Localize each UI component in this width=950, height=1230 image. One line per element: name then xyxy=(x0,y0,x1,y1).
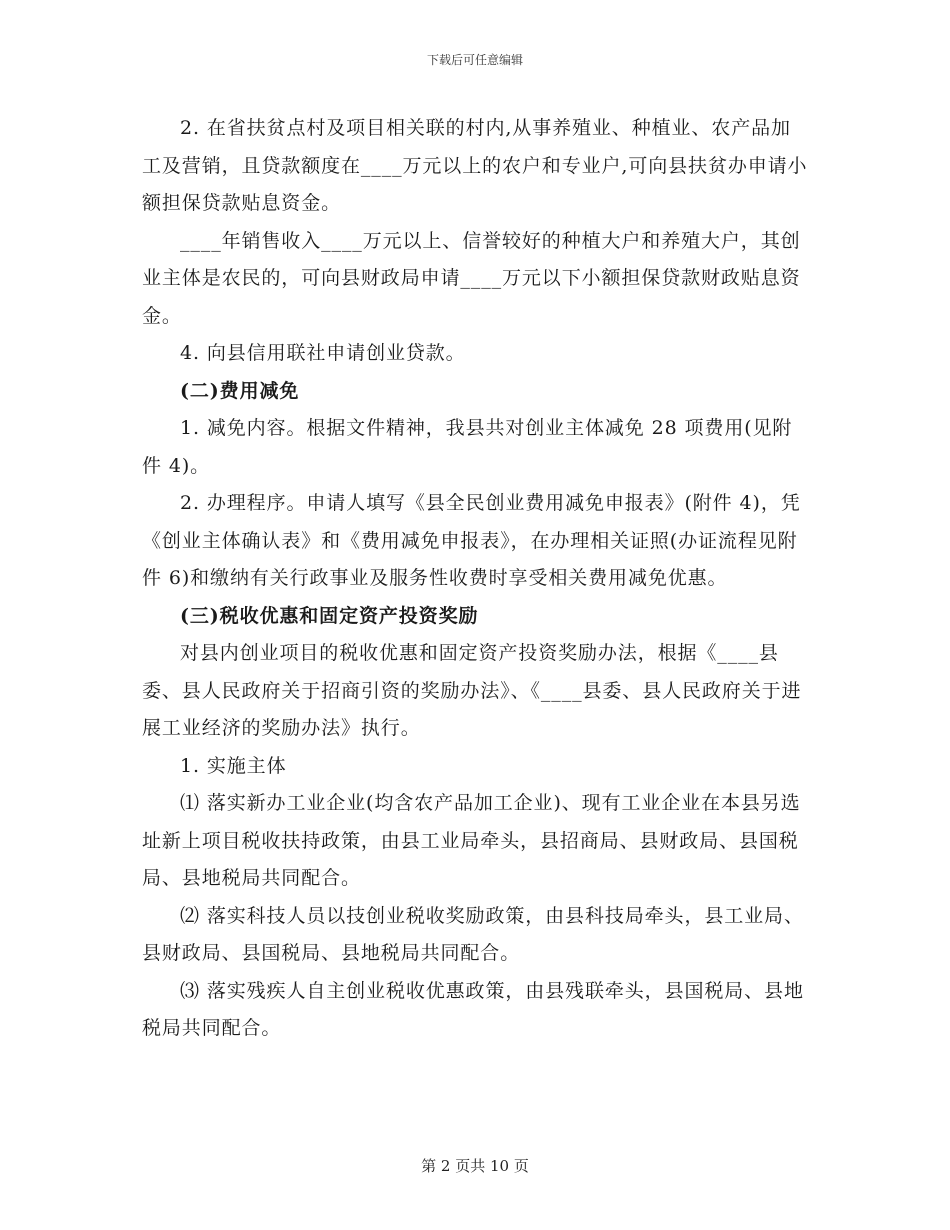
paragraph-loan-poverty: 2. 在省扶贫点村及项目相关联的村内,从事养殖业、种植业、农产品加工及营销，且贷款额度在____万元以上的农户和专业户,可向县扶贫办申请小额担保贷款贴息资金。 xyxy=(142,117,808,214)
paragraph-item-2: ⑵ 落实科技人员以技创业税收奖励政策，由县科技局牵头，县工业局、县财政局、县国税局、县地税局共同配合。 xyxy=(142,904,804,964)
document-body xyxy=(142,110,808,1048)
paragraph-implementing-body: 1. 实施主体 xyxy=(180,754,287,777)
paragraph-reduction-content: 1. 减免内容。根据文件精神，我县共对创业主体减免 28 项费用(见附件 4)。 xyxy=(142,417,793,477)
section-heading-fee-reduction: (二)费用减免 xyxy=(180,379,300,402)
page-footer: 第 2 页共 10 页 xyxy=(421,1157,529,1175)
paragraph-item-3: ⑶ 落实残疾人自主创业税收优惠政策，由县残联牵头，县国税局、县地税局共同配合。 xyxy=(142,979,804,1039)
page-header: 下载后可任意编辑 xyxy=(426,53,523,67)
paragraph-item-1: ⑴ 落实新办工业企业(均含农产品加工企业)、现有工业企业在本县另选址新上项目税收扶持政策，由县工业局牵头，县招商局、县财政局、县国税局、县地税局共同配合。 xyxy=(142,792,801,889)
paragraph-tax-incentive-basis: 对县内创业项目的税收优惠和固定资产投资奖励办法，根据《____县委、县人民政府关于招商引资的奖励办法》、《____县委、县人民政府关于进展工业经济的奖励办法》执行。 xyxy=(142,642,802,739)
paragraph-credit-union: 4. 向县信用联社申请创业贷款。 xyxy=(180,342,466,364)
paragraph-procedure: 2. 办理程序。申请人填写《县全民创业费用减免申报表》(附件 4)，凭《创业主体确认表》和《费用减免申报表》，在办理相关证照(办证流程见附件 6)和缴纳有关行政事业及服务性收费时享受相关费用减免优惠。 xyxy=(142,492,801,589)
paragraph-loan-farmers: ____年销售收入____万元以上、信誉较好的种植大户和养殖大户，其创业主体是农民的，可向县财政局申请____万元以下小额担保贷款财政贴息资金。 xyxy=(142,229,801,327)
section-heading-tax-incentives: (三)税收优惠和固定资产投资奖励 xyxy=(180,604,479,627)
